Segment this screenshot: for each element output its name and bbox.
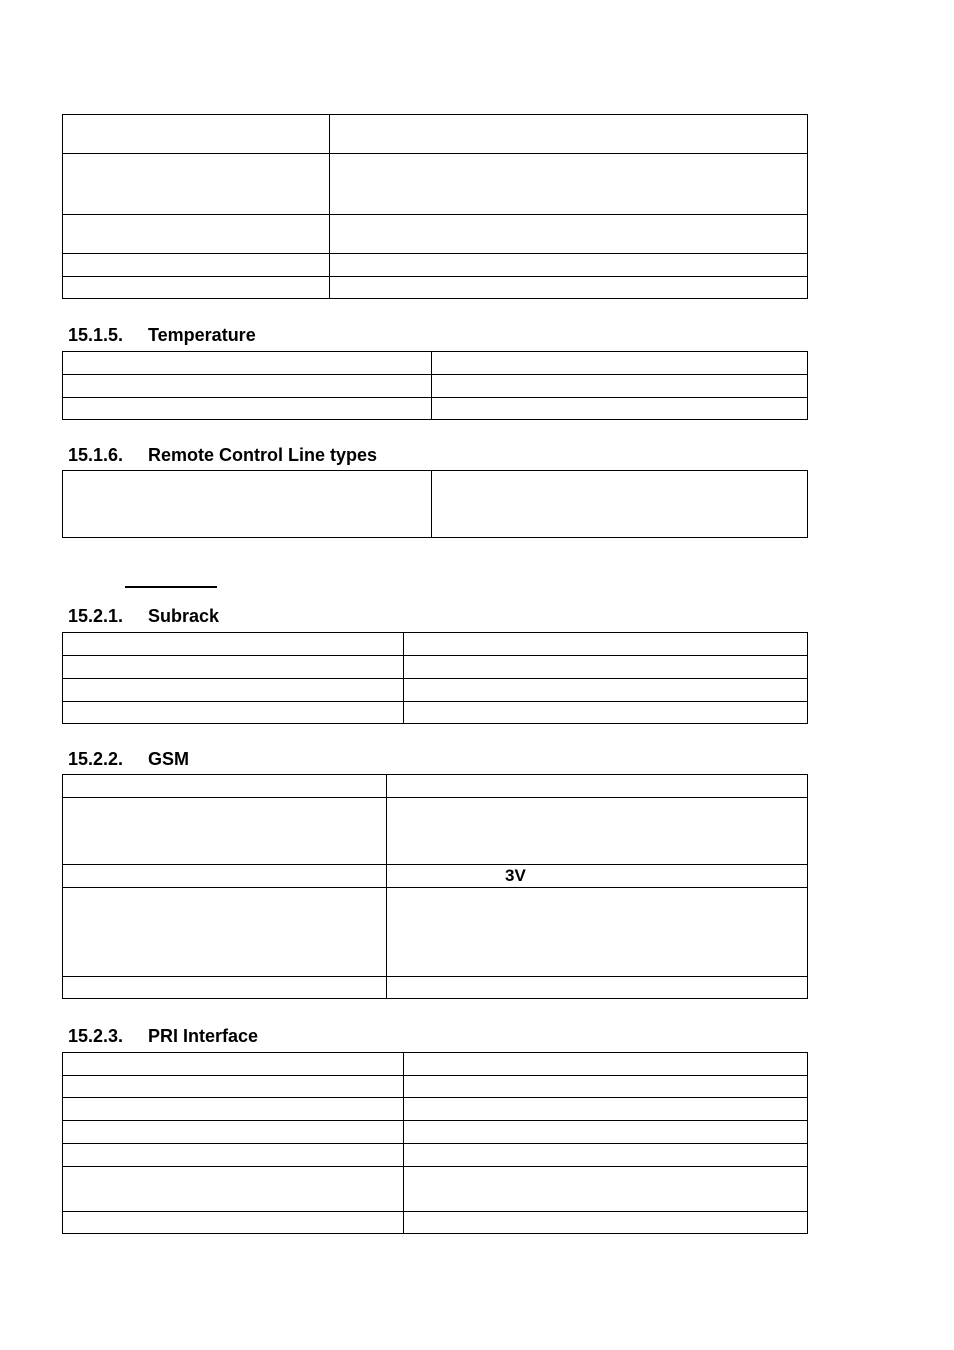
section-heading-pri-interface <box>68 1026 258 1047</box>
table-cell <box>330 115 808 154</box>
table-cell <box>432 352 808 375</box>
table-cell <box>63 775 387 798</box>
underline-divider <box>125 586 217 588</box>
table-cell <box>63 471 432 538</box>
table-cell <box>404 1053 808 1076</box>
table-cell <box>63 277 330 299</box>
table-cell <box>330 154 808 215</box>
table-cell <box>63 865 387 888</box>
table-cell <box>404 1076 808 1098</box>
section-number: 15.2.3. <box>68 1026 124 1046</box>
table-cell <box>63 679 404 702</box>
table-cell <box>63 215 330 254</box>
table-cell <box>404 1212 808 1234</box>
table-cell <box>63 798 387 865</box>
remote-control-table <box>62 470 808 538</box>
table-cell <box>63 1144 404 1167</box>
table-cell <box>432 398 808 420</box>
table-cell <box>63 633 404 656</box>
table-cell <box>63 115 330 154</box>
spec-table-top <box>62 114 808 299</box>
table-cell <box>63 254 330 277</box>
table-cell <box>387 798 808 865</box>
table-cell <box>387 888 808 977</box>
section-heading-temperature <box>68 325 256 346</box>
voltage-value: 3V <box>505 866 526 885</box>
table-cell <box>63 888 387 977</box>
table-cell <box>63 1212 404 1234</box>
table-cell <box>404 1121 808 1144</box>
table-cell <box>63 702 404 724</box>
section-heading-gsm <box>68 749 189 770</box>
table-cell <box>63 375 432 398</box>
table-cell <box>63 656 404 679</box>
table-cell <box>330 254 808 277</box>
table-cell <box>387 775 808 798</box>
table-cell <box>404 1144 808 1167</box>
table-cell <box>404 656 808 679</box>
table-cell <box>330 277 808 299</box>
section-number: 15.2.2. <box>68 749 124 769</box>
section-heading-remote-control <box>68 445 377 466</box>
table-cell <box>432 375 808 398</box>
table-cell <box>404 1098 808 1121</box>
section-number: 15.1.5. <box>68 325 124 345</box>
table-cell <box>63 398 432 420</box>
table-cell <box>63 1121 404 1144</box>
section-number: 15.1.6. <box>68 445 124 465</box>
table-cell <box>63 154 330 215</box>
section-title: Remote Control Line types <box>148 445 378 465</box>
table-cell <box>63 1098 404 1121</box>
table-cell <box>404 633 808 656</box>
table-cell <box>432 471 808 538</box>
pri-interface-table <box>62 1052 808 1234</box>
section-title: Temperature <box>148 325 256 345</box>
subrack-table <box>62 632 808 724</box>
table-cell <box>63 1076 404 1098</box>
table-cell <box>330 215 808 254</box>
table-cell <box>63 1053 404 1076</box>
table-cell <box>387 977 808 999</box>
table-cell <box>387 865 808 888</box>
section-number: 15.2.1. <box>68 606 124 626</box>
temperature-table <box>62 351 808 420</box>
table-cell <box>404 1167 808 1212</box>
section-title: GSM <box>148 749 190 769</box>
table-cell <box>404 702 808 724</box>
table-cell <box>63 352 432 375</box>
section-heading-subrack <box>68 606 219 627</box>
section-title: Subrack <box>148 606 220 626</box>
gsm-table <box>62 774 808 999</box>
table-cell <box>63 1167 404 1212</box>
section-title: PRI Interface <box>148 1026 259 1046</box>
table-cell <box>404 679 808 702</box>
table-cell <box>63 977 387 999</box>
